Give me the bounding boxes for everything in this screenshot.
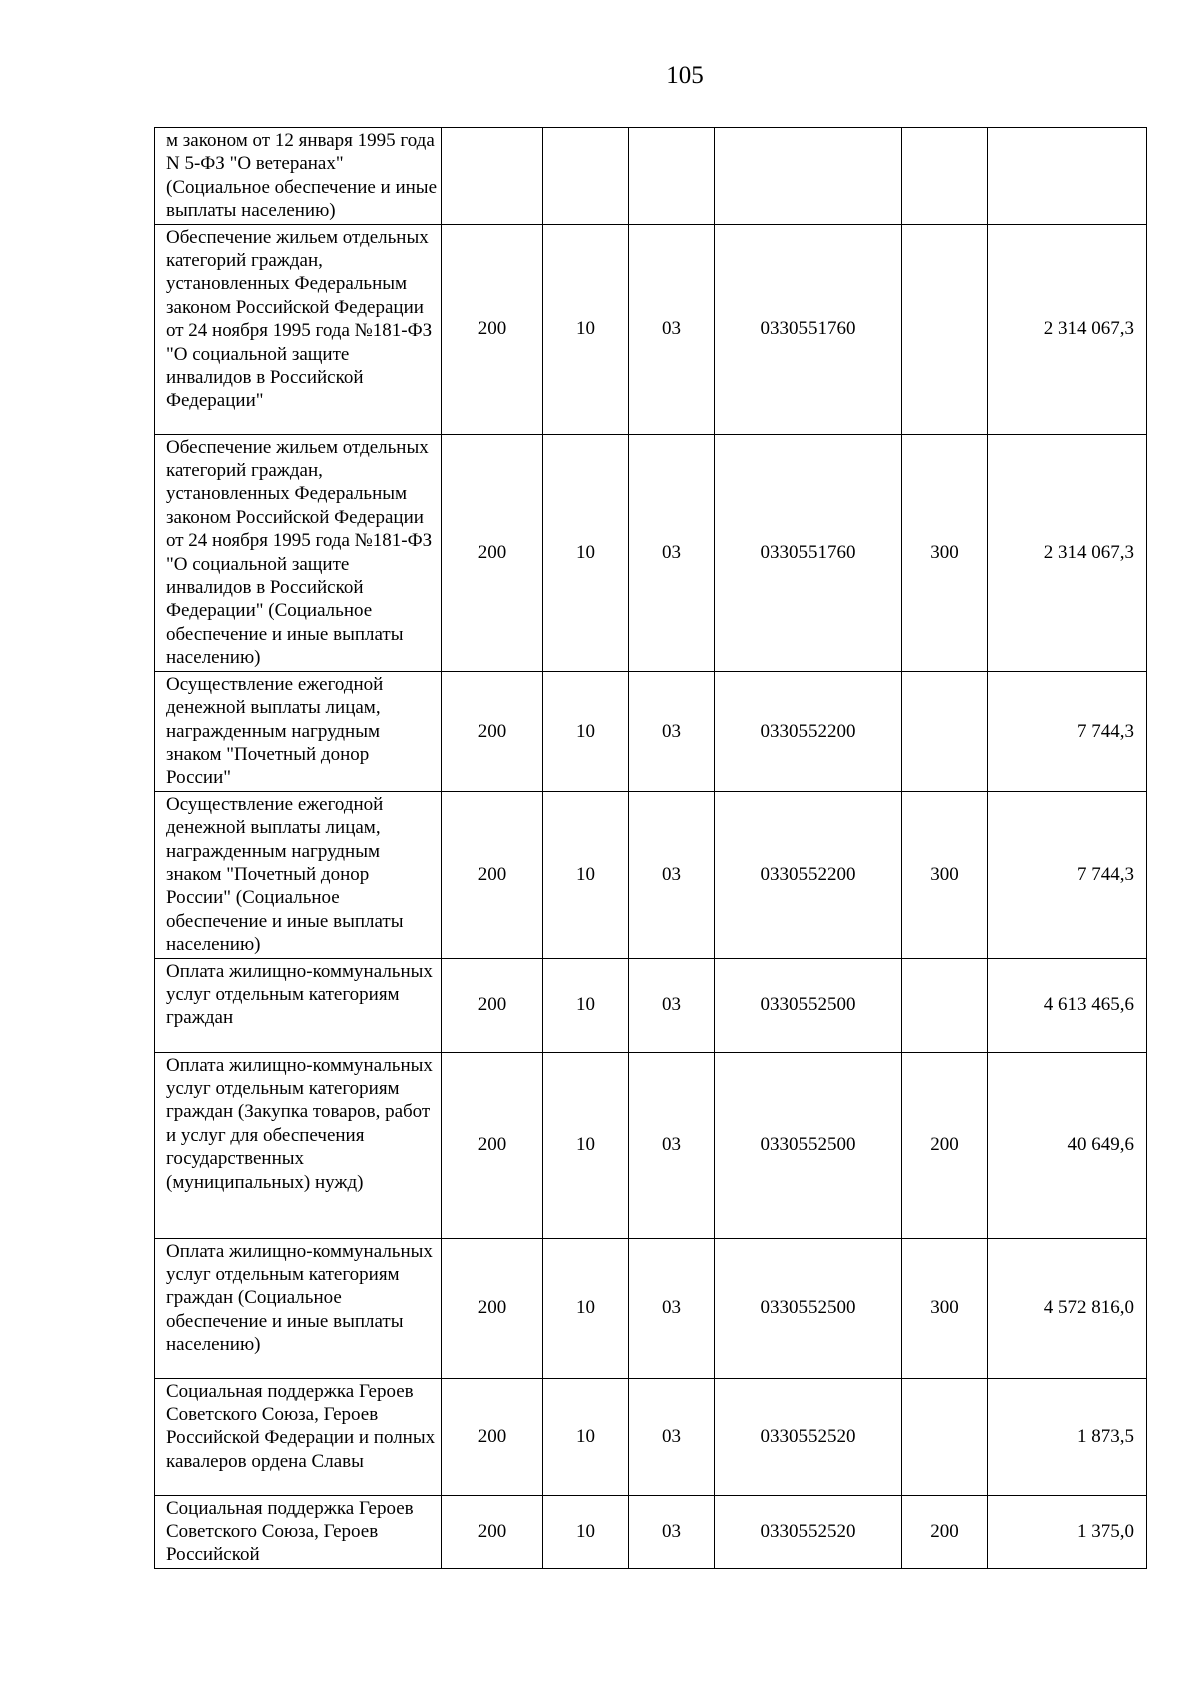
- table-row: [155, 1495, 1147, 1568]
- cell-target-article: 0330552500: [715, 1238, 902, 1378]
- cell-expense-type: [902, 128, 988, 225]
- cell-target-article: 0330552520: [715, 1378, 902, 1495]
- cell-description: Оплата жилищно-коммунальных услуг отдельным категориям граждан (Закупка товаров, работ и услуг для обеспечения государственных (муниципальных) нужд): [155, 1052, 442, 1238]
- table-row: [155, 1378, 1147, 1495]
- cell-subsection: 03: [629, 958, 715, 1052]
- cell-target-article: 0330552500: [715, 958, 902, 1052]
- cell-amount: 40 649,6: [988, 1052, 1147, 1238]
- cell-section: [543, 128, 629, 225]
- cell-subsection: 03: [629, 434, 715, 671]
- cell-expense-type: 300: [902, 1238, 988, 1378]
- page-number: 105: [666, 62, 704, 89]
- table-row: [155, 434, 1147, 671]
- cell-subsection: [629, 128, 715, 225]
- cell-subsection: 03: [629, 671, 715, 791]
- cell-target-article: [715, 128, 902, 225]
- cell-expense-type: 200: [902, 1495, 988, 1568]
- cell-ministry-code: 200: [442, 1495, 543, 1568]
- cell-target-article: 0330551760: [715, 434, 902, 671]
- cell-description: Осуществление ежегодной денежной выплаты лицам, награжденным нагрудным знаком "Почетный донор России" (Социальное обеспечение и иные выплаты населению): [155, 791, 442, 958]
- cell-subsection: 03: [629, 1378, 715, 1495]
- cell-description: Оплата жилищно-коммунальных услуг отдельным категориям граждан (Социальное обеспечение и иные выплаты населению): [155, 1238, 442, 1378]
- cell-ministry-code: 200: [442, 1378, 543, 1495]
- cell-amount: 1 873,5: [988, 1378, 1147, 1495]
- cell-section: 10: [543, 1378, 629, 1495]
- table-row: [155, 1238, 1147, 1378]
- cell-expense-type: 300: [902, 791, 988, 958]
- cell-section: 10: [543, 671, 629, 791]
- cell-target-article: 0330551760: [715, 224, 902, 434]
- cell-expense-type: [902, 1378, 988, 1495]
- cell-description: Обеспечение жильем отдельных категорий граждан, установленных Федеральным законом Российской Федерации от 24 ноября 1995 года №181-ФЗ "О социальной защите инвалидов в Российской Федерации" (Социальное обеспечение и иные выплаты населению): [155, 434, 442, 671]
- cell-ministry-code: 200: [442, 791, 543, 958]
- cell-section: 10: [543, 224, 629, 434]
- cell-section: 10: [543, 791, 629, 958]
- cell-description: Осуществление ежегодной денежной выплаты лицам, награжденным нагрудным знаком "Почетный донор России": [155, 671, 442, 791]
- cell-ministry-code: 200: [442, 224, 543, 434]
- cell-target-article: 0330552200: [715, 791, 902, 958]
- budget-table: [154, 127, 1147, 1569]
- cell-description: Социальная поддержка Героев Советского Союза, Героев Российской: [155, 1495, 442, 1568]
- cell-section: 10: [543, 958, 629, 1052]
- cell-amount: [988, 128, 1147, 225]
- cell-expense-type: [902, 224, 988, 434]
- cell-target-article: 0330552200: [715, 671, 902, 791]
- cell-target-article: 0330552520: [715, 1495, 902, 1568]
- cell-ministry-code: 200: [442, 958, 543, 1052]
- cell-description: Обеспечение жильем отдельных категорий граждан, установленных Федеральным законом Российской Федерации от 24 ноября 1995 года №181-ФЗ "О социальной защите инвалидов в Российской Федерации": [155, 224, 442, 434]
- table-row: [155, 128, 1147, 225]
- cell-amount: 1 375,0: [988, 1495, 1147, 1568]
- table-row: [155, 224, 1147, 434]
- cell-section: 10: [543, 1238, 629, 1378]
- cell-subsection: 03: [629, 224, 715, 434]
- cell-amount: 7 744,3: [988, 791, 1147, 958]
- cell-ministry-code: [442, 128, 543, 225]
- cell-ministry-code: 200: [442, 1052, 543, 1238]
- cell-expense-type: 300: [902, 434, 988, 671]
- cell-amount: 4 572 816,0: [988, 1238, 1147, 1378]
- cell-ministry-code: 200: [442, 671, 543, 791]
- cell-expense-type: 200: [902, 1052, 988, 1238]
- cell-ministry-code: 200: [442, 1238, 543, 1378]
- cell-section: 10: [543, 1495, 629, 1568]
- cell-amount: 4 613 465,6: [988, 958, 1147, 1052]
- budget-table-body: [155, 128, 1147, 1569]
- cell-amount: 2 314 067,3: [988, 224, 1147, 434]
- cell-subsection: 03: [629, 791, 715, 958]
- cell-subsection: 03: [629, 1238, 715, 1378]
- cell-expense-type: [902, 671, 988, 791]
- table-row: [155, 791, 1147, 958]
- cell-description: м законом от 12 января 1995 года N 5-ФЗ "О ветеранах" (Социальное обеспечение и иные выплаты населению): [155, 128, 442, 225]
- cell-amount: 7 744,3: [988, 671, 1147, 791]
- cell-description: Оплата жилищно-коммунальных услуг отдельным категориям граждан: [155, 958, 442, 1052]
- cell-amount: 2 314 067,3: [988, 434, 1147, 671]
- cell-target-article: 0330552500: [715, 1052, 902, 1238]
- table-row: [155, 1052, 1147, 1238]
- table-row: [155, 671, 1147, 791]
- cell-subsection: 03: [629, 1495, 715, 1568]
- table-row: [155, 958, 1147, 1052]
- cell-section: 10: [543, 434, 629, 671]
- cell-ministry-code: 200: [442, 434, 543, 671]
- cell-section: 10: [543, 1052, 629, 1238]
- cell-description: Социальная поддержка Героев Советского Союза, Героев Российской Федерации и полных кавалеров ордена Славы: [155, 1378, 442, 1495]
- cell-expense-type: [902, 958, 988, 1052]
- cell-subsection: 03: [629, 1052, 715, 1238]
